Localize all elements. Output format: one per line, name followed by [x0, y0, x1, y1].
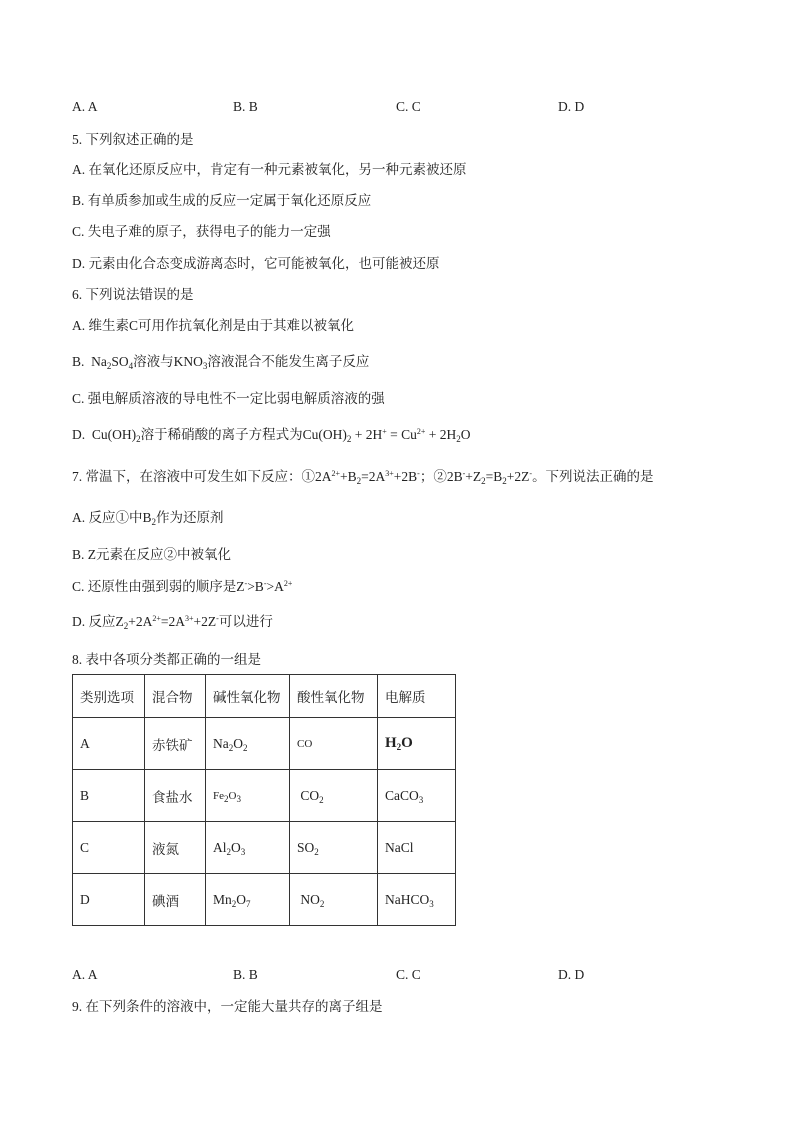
q6-option-c: C. 强电解质溶液的导电性不一定比弱电解质溶液的强 — [72, 391, 385, 406]
table-cell-label: B — [73, 770, 145, 822]
table-cell-electrolyte: CaCO$_3$ — [378, 770, 456, 822]
table-cell-basic-oxide: $Al_2O_3$ — [206, 822, 290, 874]
table-header-cell: 电解质 — [378, 675, 456, 718]
table-header-cell: 酸性氧化物 — [290, 675, 378, 718]
table-cell-electrolyte: NaCl — [378, 822, 456, 874]
table-cell-label: D — [73, 874, 145, 926]
q6-option-a: A. 维生素C可用作抗氧化剂是由于其难以被氧化 — [72, 318, 355, 333]
q7-option-c: C. 还原性由强到弱的顺序是$Z^->B^->A^{2+}$ — [72, 579, 293, 594]
table-row — [73, 874, 456, 926]
table-row — [73, 822, 456, 874]
table-cell-acidic-oxide: $NO_2$ — [290, 874, 378, 926]
q6-option-b: B. $Na_2SO_4$溶液与$KNO_3$溶液混合不能发生离子反应 — [72, 354, 370, 371]
q8-option-b: B. B — [233, 967, 258, 982]
q7-stem-post: 。下列说法正确的是 — [532, 469, 654, 484]
table-cell-label: A — [73, 718, 145, 770]
table-cell-acidic-oxide: $CO_2$ — [290, 770, 378, 822]
q6-stem: 6. 下列说法错误的是 — [72, 287, 194, 302]
q8-option-d: D. D — [558, 967, 585, 982]
q4-option-c: C. C — [396, 99, 421, 114]
q7-option-c-pre: C. 还原性由强到弱的顺序是 — [72, 579, 237, 594]
q4-option-d: D. D — [558, 99, 585, 114]
q8-option-a: A. A — [72, 967, 98, 982]
q7-option-d-post: 可以进行 — [218, 614, 273, 629]
table-cell-electrolyte: NaHCO$_3$ — [378, 874, 456, 926]
table-header-row — [73, 675, 456, 718]
table-cell-mixture: 食盐水 — [145, 770, 206, 822]
q8-option-c: C. C — [396, 967, 421, 982]
table-cell-mixture: 赤铁矿 — [145, 718, 206, 770]
table-cell-mixture: 液氮 — [145, 822, 206, 874]
q7-option-d: D. 反应$Z_2+2A^{2+}=2A^{3+}+2Z^-$可以进行 — [72, 614, 273, 631]
table-cell-mixture: 碘酒 — [145, 874, 206, 926]
q7-option-a-post: 作为还原剂 — [156, 510, 224, 525]
q7-stem-mid: ；② — [419, 469, 447, 484]
q7-option-a-pre: A. 反应①中 — [72, 510, 143, 525]
table-cell-electrolyte: $H_2O$ — [378, 718, 456, 770]
q5-stem: 5. 下列叙述正确的是 — [72, 132, 194, 147]
table-row — [73, 770, 456, 822]
q7-stem-pre: 7. 常温下，在溶液中可发生如下反应：① — [72, 469, 315, 484]
q5-option-d: D. 元素由化合态变成游离态时，它可能被氧化，也可能被还原 — [72, 256, 440, 271]
table-cell-acidic-oxide: $SO_2$ — [290, 822, 378, 874]
table-cell-basic-oxide: $Fe_2O_3$ — [206, 770, 290, 822]
classification-table — [72, 674, 456, 926]
q4-option-b: B. B — [233, 99, 258, 114]
q7-option-b: B. Z元素在反应②中被氧化 — [72, 547, 232, 562]
table-header-cell: 类别选项 — [73, 675, 145, 718]
q7-option-d-pre: D. 反应 — [72, 614, 116, 629]
q7-stem: 7. 常温下，在溶液中可发生如下反应：$①2A^{2+}+B_2=2A^{3+}+2B^-$；$②2B^-+Z_2=B_2+2Z^-$。下列说法正确的是 — [72, 469, 654, 486]
q8-options — [72, 965, 612, 985]
q4-option-a: A. A — [72, 99, 98, 114]
q6-option-b-text1: 溶液与 — [133, 354, 174, 369]
q5-option-a: A. 在氧化还原反应中，肯定有一种元素被氧化，另一种元素被还原 — [72, 162, 467, 177]
table-row — [73, 718, 456, 770]
table-header-cell: 碱性氧化物 — [206, 675, 290, 718]
q4-options — [72, 97, 612, 117]
table-cell-basic-oxide: $Mn_2O_7$ — [206, 874, 290, 926]
q7-option-a: A. 反应①中$B_2$作为还原剂 — [72, 510, 224, 527]
q5-option-c: C. 失电子难的原子，获得电子的能力一定强 — [72, 224, 331, 239]
q9-stem: 9. 在下列条件的溶液中，一定能大量共存的离子组是 — [72, 999, 383, 1014]
table-cell-acidic-oxide: CO — [290, 718, 378, 770]
table-cell-label: C — [73, 822, 145, 874]
q6-option-b-text2: 溶液混合不能发生离子反应 — [207, 354, 370, 369]
q5-option-b: B. 有单质参加或生成的反应一定属于氧化还原反应 — [72, 193, 372, 208]
q6-option-d: D. $Cu(OH)_2$溶于稀硝酸的离子方程式为$Cu(OH)_2 + 2H^+ = Cu^{2+} + 2H_2O$ — [72, 427, 471, 444]
q8-stem: 8. 表中各项分类都正确的一组是 — [72, 652, 261, 667]
table-header-cell: 混合物 — [145, 675, 206, 718]
q6-option-d-text: 溶于稀硝酸的离子方程式为 — [140, 427, 303, 442]
table-cell-basic-oxide: $Na_2O_2$ — [206, 718, 290, 770]
